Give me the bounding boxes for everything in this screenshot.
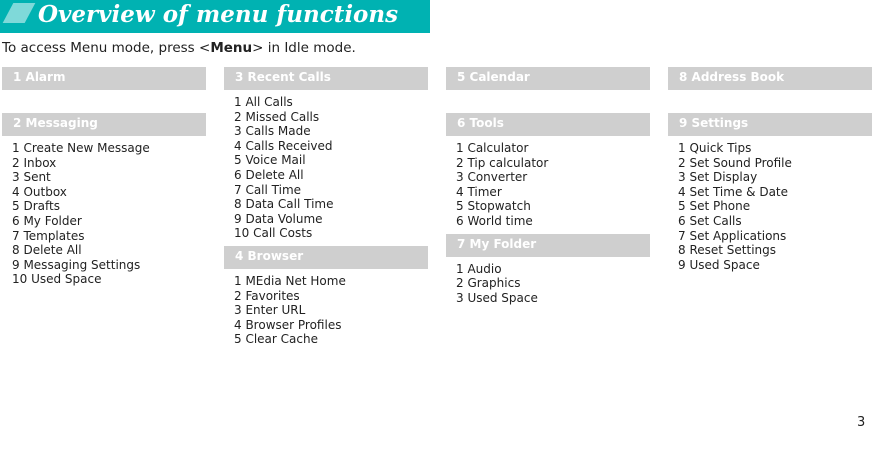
menu-item-list — [668, 141, 872, 272]
menu-section — [2, 67, 206, 90]
menu-section-header: 2 Messaging — [2, 113, 206, 136]
menu-item: 4 Timer — [456, 184, 502, 199]
menu-item: 5 Set Phone — [678, 199, 751, 214]
intro-text — [2, 39, 356, 57]
menu-item: 5 Drafts — [12, 199, 60, 214]
menu-section-header: 8 Address Book — [668, 67, 872, 90]
menu-item: 6 Set Calls — [678, 213, 742, 228]
page-title: Overview of menu functions — [38, 1, 399, 28]
menu-item: 6 Delete All — [234, 167, 304, 182]
menu-section — [224, 246, 428, 347]
menu-item: 6 My Folder — [12, 213, 82, 228]
menu-section — [2, 113, 206, 287]
menu-item: 8 Reset Settings — [678, 243, 777, 258]
menu-item: 5 Voice Mail — [234, 153, 306, 168]
menu-item: 2 Tip calculator — [456, 155, 549, 170]
menu-column-1 — [2, 67, 206, 287]
menu-item: 3 Set Display — [678, 170, 758, 185]
menu-column-2 — [224, 67, 428, 347]
menu-section — [224, 67, 428, 241]
intro-after: > in Idle mode. — [252, 40, 356, 56]
menu-section — [446, 234, 650, 306]
menu-item-list — [2, 141, 206, 287]
menu-item: 1 All Calls — [234, 95, 293, 109]
menu-item: 2 Missed Calls — [234, 109, 320, 124]
menu-item: 3 Converter — [456, 170, 528, 185]
page-number: 3 — [857, 415, 866, 430]
menu-section — [668, 113, 872, 272]
menu-item: 6 World time — [456, 213, 533, 228]
menu-section-header: 5 Calendar — [446, 67, 650, 90]
menu-item: 3 Used Space — [456, 290, 538, 305]
menu-section-header: 9 Settings — [668, 113, 872, 136]
menu-item: 7 Call Time — [234, 182, 302, 197]
menu-item: 3 Calls Made — [234, 124, 311, 139]
menu-item-list — [224, 95, 428, 241]
menu-item: 2 Set Sound Profile — [678, 155, 792, 170]
menu-section — [446, 113, 650, 229]
menu-item: 2 Favorites — [234, 288, 300, 303]
menu-item: 1 Audio — [456, 261, 502, 276]
menu-section-header: 1 Alarm — [2, 67, 206, 90]
menu-item: 1 Calculator — [456, 141, 529, 155]
menu-item: 5 Clear Cache — [234, 332, 318, 347]
menu-item: 2 Graphics — [456, 276, 521, 291]
intro-before: To access Menu mode, press < — [2, 40, 211, 56]
menu-item: 8 Delete All — [12, 243, 82, 258]
menu-item: 4 Calls Received — [234, 138, 333, 153]
menu-section-header: 3 Recent Calls — [224, 67, 428, 90]
title-decoration — [3, 3, 36, 23]
menu-item: 7 Templates — [12, 228, 85, 243]
menu-column-3 — [446, 67, 650, 305]
menu-section-header: 7 My Folder — [446, 234, 650, 257]
menu-item-list — [224, 274, 428, 347]
menu-section-header: 6 Tools — [446, 113, 650, 136]
menu-item: 3 Enter URL — [234, 303, 306, 318]
menu-item: 4 Set Time & Date — [678, 184, 789, 199]
title-bar — [0, 0, 430, 33]
menu-item: 9 Used Space — [678, 257, 760, 272]
menu-item-list — [446, 141, 650, 229]
menu-item: 4 Browser Profiles — [234, 317, 342, 332]
menu-item: 4 Outbox — [12, 184, 67, 199]
menu-item: 2 Inbox — [12, 155, 57, 170]
menu-item: 8 Data Call Time — [234, 197, 334, 212]
menu-section-header: 4 Browser — [224, 246, 428, 269]
menu-item: 1 MEdia Net Home — [234, 273, 346, 288]
menu-item: 1 Create New Message — [12, 141, 150, 155]
menu-item: 9 Data Volume — [234, 211, 323, 226]
menu-item: 10 Call Costs — [234, 226, 313, 241]
menu-item-list — [446, 262, 650, 306]
menu-section — [668, 67, 872, 90]
menu-item: 9 Messaging Settings — [12, 257, 141, 272]
menu-item: 1 Quick Tips — [678, 141, 752, 155]
intro-key: Menu — [210, 40, 253, 56]
menu-item: 5 Stopwatch — [456, 199, 531, 214]
menu-item: 10 Used Space — [12, 272, 102, 287]
menu-item: 3 Sent — [12, 170, 51, 185]
menu-column-4 — [668, 67, 872, 272]
menu-section — [446, 67, 650, 90]
menu-item: 7 Set Applications — [678, 228, 787, 243]
